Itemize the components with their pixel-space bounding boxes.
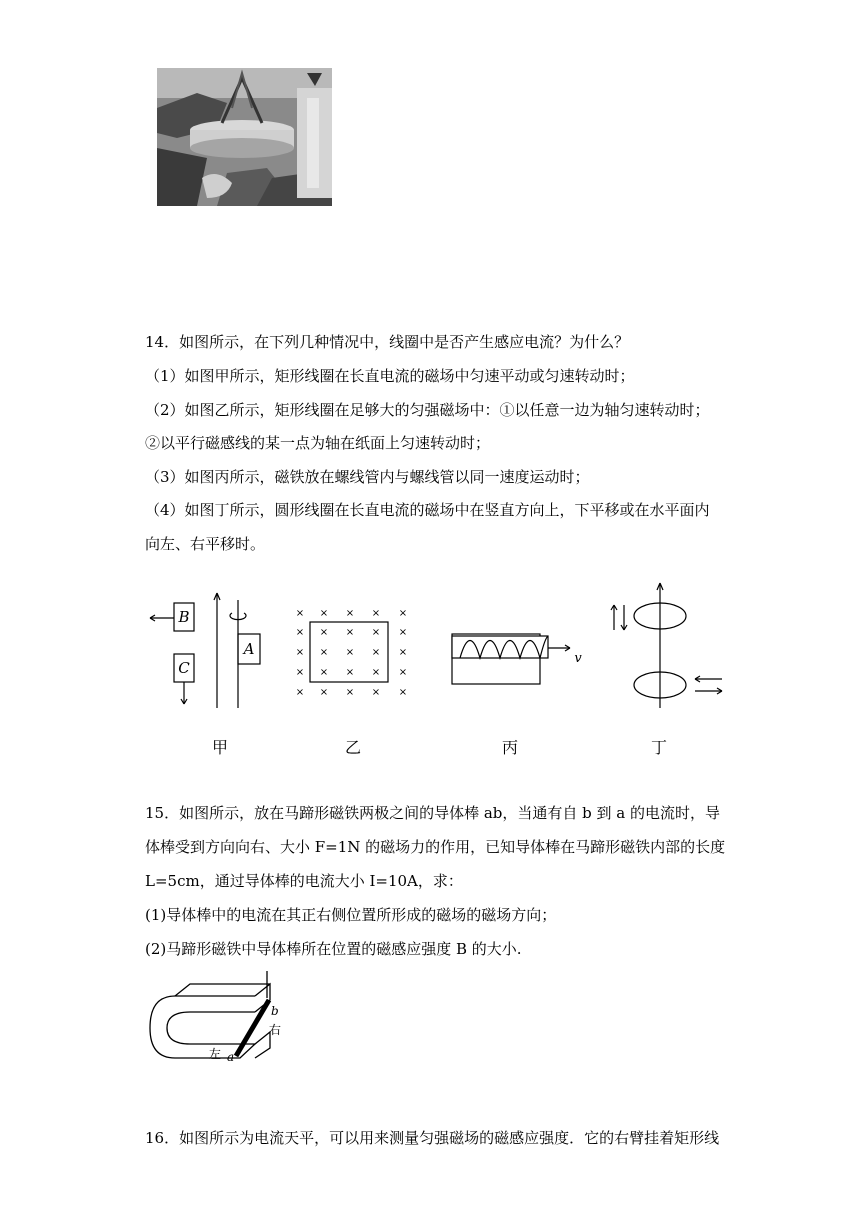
field-cross-mark: ×	[345, 687, 355, 698]
label-c: C	[178, 659, 190, 677]
figure-bing	[452, 634, 570, 684]
label-fig-b: b	[271, 1004, 279, 1018]
q15-stem-line1: 15．如图所示，放在马蹄形磁铁两极之间的导体棒 ab，当通有自 b 到 a 的电流时，导	[145, 804, 721, 822]
caption-ding: 丁	[651, 738, 668, 757]
field-cross-mark: ×	[345, 647, 355, 658]
label-a: A	[243, 640, 255, 658]
electromagnet-photo-drawing	[157, 68, 332, 206]
field-cross-mark: ×	[398, 667, 408, 678]
field-cross-mark: ×	[319, 647, 329, 658]
q14-part2b: ②以平行磁感线的某一点为轴在纸面上匀速转动时；	[145, 434, 491, 452]
horseshoe-magnet-figure	[145, 968, 295, 1073]
field-cross-mark: ×	[371, 667, 381, 678]
field-cross-mark: ×	[295, 687, 305, 698]
field-cross-mark: ×	[371, 608, 381, 619]
field-cross-mark: ×	[295, 627, 305, 638]
caption-bing: 丙	[502, 738, 519, 757]
conductor-rod	[236, 1000, 269, 1056]
field-cross-mark: ×	[319, 627, 329, 638]
q14-figures	[140, 578, 730, 718]
field-cross-mark: ×	[398, 647, 408, 658]
label-fig-left: 左	[209, 1047, 222, 1061]
q14-part4a: （4）如图丁所示，圆形线圈在长直电流的磁场中在竖直方向上，下平移或在水平面内	[145, 501, 710, 519]
field-cross-mark: ×	[371, 647, 381, 658]
q16-stem: 16．如图所示为电流天平，可以用来测量匀强磁场的磁感应强度．它的右臂挂着矩形线	[145, 1129, 720, 1147]
field-cross-mark: ×	[295, 608, 305, 619]
field-cross-mark: ×	[398, 687, 408, 698]
field-cross-mark: ×	[319, 687, 329, 698]
field-cross-mark: ×	[398, 627, 408, 638]
q15-sub2: (2)马蹄形磁铁中导体棒所在位置的磁感应强度 B 的大小.	[145, 940, 522, 958]
q14-part3: （3）如图丙所示，磁铁放在螺线管内与螺线管以同一速度运动时；	[145, 468, 590, 486]
electromagnet-photo	[157, 68, 332, 206]
q14-stem: 14．如图所示，在下列几种情况中，线圈中是否产生感应电流？为什么？	[145, 333, 630, 351]
caption-yi: 乙	[345, 738, 362, 757]
q15-stem-line2: 体棒受到方向向右、大小 F=1N 的磁场力的作用，已知导体棒在马蹄形磁铁内部的长度	[145, 838, 726, 856]
field-cross-mark: ×	[319, 667, 329, 678]
q15-sub1: (1)导体棒中的电流在其正右侧位置所形成的磁场的磁场方向；	[145, 906, 557, 924]
field-cross-mark: ×	[345, 608, 355, 619]
lower-pole	[255, 1032, 270, 1058]
figure-ding	[611, 583, 722, 708]
field-cross-mark: ×	[345, 627, 355, 638]
field-cross-mark: ×	[371, 627, 381, 638]
label-b: B	[178, 608, 190, 626]
field-cross-mark: ×	[295, 647, 305, 658]
field-cross-mark: ×	[398, 608, 408, 619]
q14-part2a: （2）如图乙所示，矩形线圈在足够大的匀强磁场中：①以任意一边为轴匀速转动时；	[145, 401, 710, 419]
q14-part4b: 向左、右平移时。	[145, 535, 266, 553]
caption-jia: 甲	[212, 738, 229, 757]
q14-part1: （1）如图甲所示，矩形线圈在长直电流的磁场中匀速平动或匀速转动时；	[145, 367, 635, 385]
field-cross-mark: ×	[319, 608, 329, 619]
label-v: v	[574, 651, 582, 666]
label-fig-a: a	[227, 1050, 235, 1064]
q15-stem-line3: L=5cm，通过导体棒的电流大小 I=10A，求：	[145, 872, 463, 890]
magnet-in-solenoid	[452, 636, 548, 658]
field-cross-mark: ×	[345, 667, 355, 678]
field-cross-mark: ×	[371, 687, 381, 698]
field-cross-mark: ×	[295, 667, 305, 678]
label-fig-right: 右	[269, 1023, 282, 1037]
